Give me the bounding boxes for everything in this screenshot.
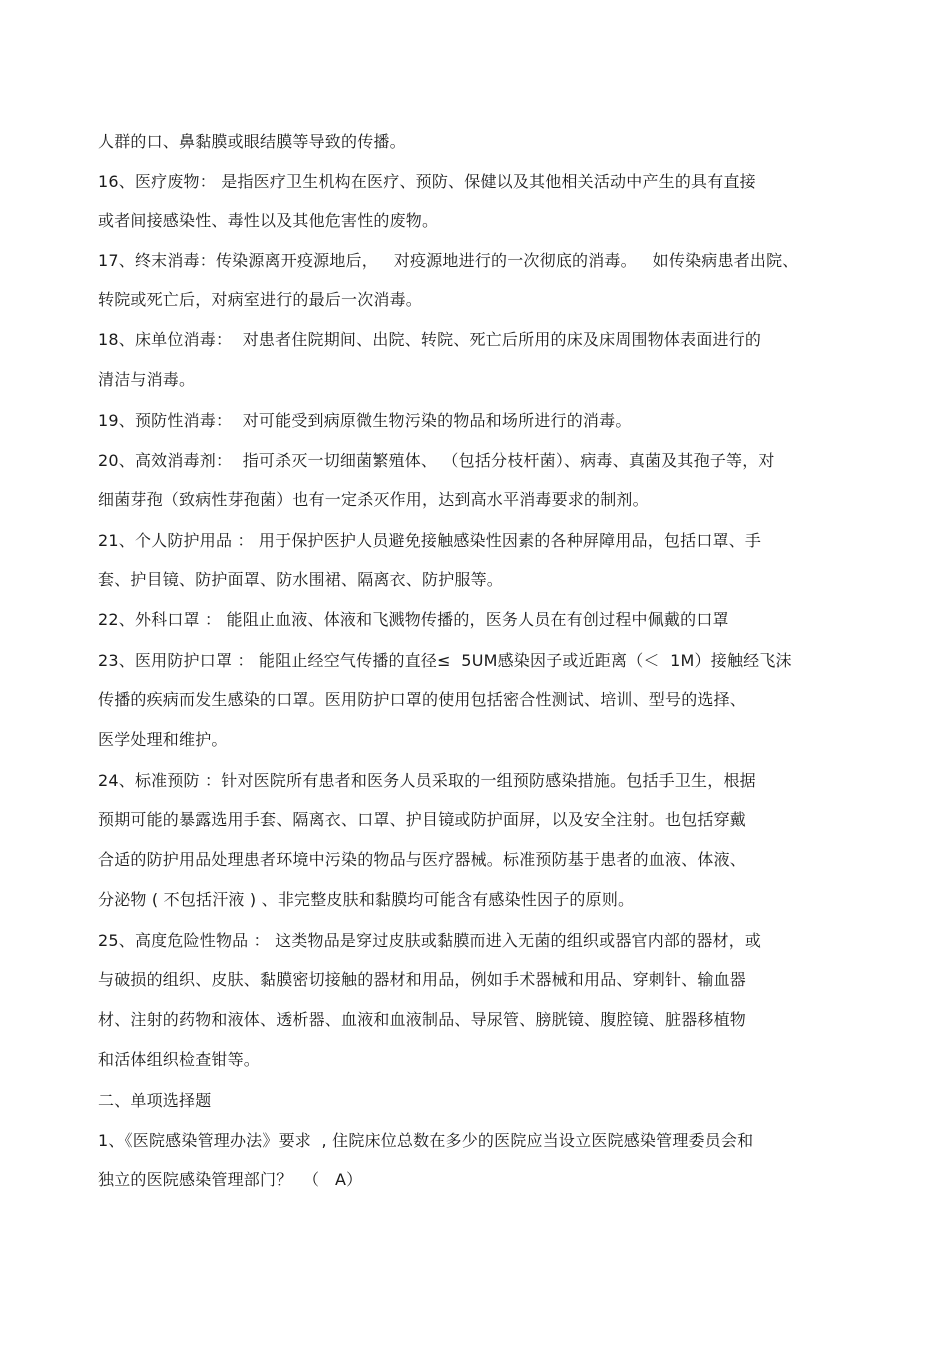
- text-line: 和活体组织检查钳等。: [98, 1050, 261, 1069]
- text-line: 24、标准预防 ：针对医院所有患者和医务人员采取的一组预防感染措施。包括手卫生，根据: [98, 771, 756, 790]
- text-line: 清洁与消毒。: [98, 370, 196, 389]
- text-line: 独立的医院感染管理部门？ （ A）: [98, 1170, 363, 1189]
- text-line: 17、终末消毒：传染源离开疫源地后， 对疫源地进行的一次彻底的消毒。 如传染病患者出院、: [98, 251, 799, 270]
- text-line: 人群的口、鼻黏膜或眼结膜等导致的传播。: [98, 132, 406, 151]
- text-line: 22、外科口罩 ： 能阻止血液、体液和飞溅物传播的，医务人员在有创过程中佩戴的口罩: [98, 610, 729, 629]
- text-line: 套、护目镜、防护面罩、防水围裙、隔离衣、防护服等。: [98, 570, 504, 589]
- text-line: 细菌芽孢（致病性芽孢菌）也有一定杀灭作用，达到高水平消毒要求的制剂。: [98, 490, 649, 509]
- text-line: 20、高效消毒剂： 指可杀灭一切细菌繁殖体、 （包括分枝杆菌）、病毒、真菌及其孢子等，对: [98, 451, 775, 470]
- text-line: 材、注射的药物和液体、透析器、血液和血液制品、导尿管、膀胱镜、腹腔镜、脏器移植物: [98, 1010, 747, 1029]
- text-line: 分泌物 ( 不包括汗液 ) 、非完整皮肤和黏膜均可能含有感染性因子的原则。: [98, 890, 635, 909]
- text-line: 医学处理和维护。: [98, 730, 228, 749]
- text-line: 转院或死亡后，对病室进行的最后一次消毒。: [98, 290, 423, 309]
- section-heading: 二、单项选择题: [98, 1091, 212, 1110]
- text-line: 21、个人防护用品 ： 用于保护医护人员避免接触感染性因素的各种屏障用品，包括口罩、手: [98, 531, 762, 550]
- text-line: 与破损的组织、皮肤、黏膜密切接触的器材和用品，例如手术器械和用品、穿刺针、输血器: [98, 970, 747, 989]
- text-line: 25、高度危险性物品 ： 这类物品是穿过皮肤或黏膜而进入无菌的组织或器官内部的器材，或: [98, 931, 762, 950]
- text-line: 19、预防性消毒： 对可能受到病原微生物污染的物品和场所进行的消毒。: [98, 411, 632, 430]
- text-line: 预期可能的暴露选用手套、隔离衣、口罩、护目镜或防护面屏，以及安全注射。也包括穿戴: [98, 810, 747, 829]
- text-line: 16、医疗废物： 是指医疗卫生机构在医疗、预防、保健以及其他相关活动中产生的具有直接: [98, 172, 756, 191]
- text-line: 合适的防护用品处理患者环境中污染的物品与医疗器械。标准预防基于患者的血液、体液、: [98, 850, 747, 869]
- text-line: 1、《医院感染管理办法》要求 , 住院床位总数在多少的医院应当设立医院感染管理委员会和: [98, 1131, 754, 1150]
- text-line: 18、床单位消毒： 对患者住院期间、出院、转院、死亡后所用的床及床周围物体表面进行的: [98, 330, 762, 349]
- text-line: 23、医用防护口罩 ： 能阻止经空气传播的直径≤ 5UM感染因子或近距离（＜ 1M）接触经飞沫: [98, 651, 792, 670]
- text-line: 传播的疾病而发生感染的口罩。医用防护口罩的使用包括密合性测试、培训、型号的选择、: [98, 690, 747, 709]
- text-line: 或者间接感染性、毒性以及其他危害性的废物。: [98, 211, 439, 230]
